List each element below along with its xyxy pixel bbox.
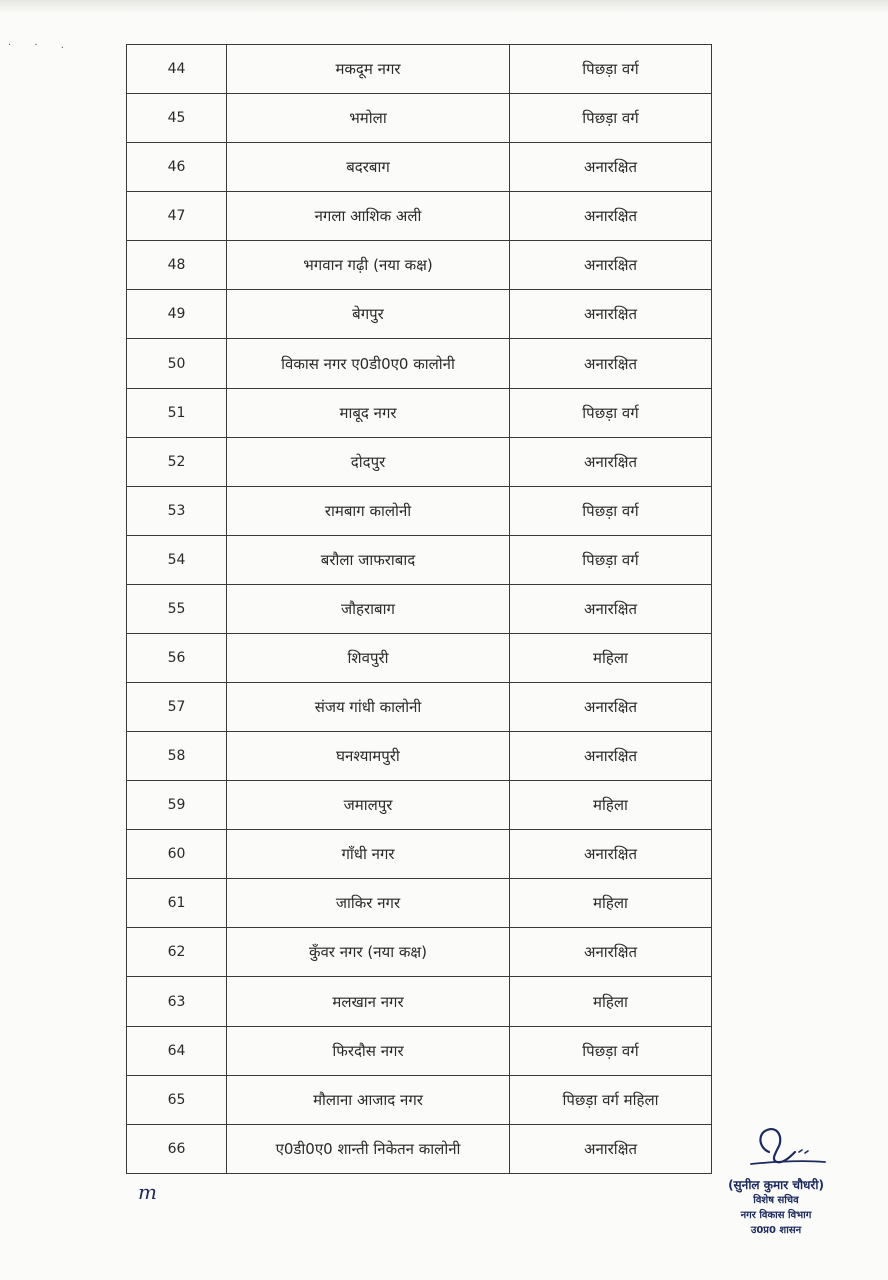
reservation-category-cell: अनारक्षित <box>510 1124 712 1173</box>
reservation-category-cell: महिला <box>510 633 712 682</box>
reservation-category-cell: महिला <box>510 781 712 830</box>
ward-number-cell: 53 <box>127 486 227 535</box>
ward-area-cell: बेगपुर <box>227 290 510 339</box>
table-row <box>127 683 712 732</box>
ward-area-cell: घनश्यामपुरी <box>227 732 510 781</box>
ward-area-cell: फिरदौस नगर <box>227 1026 510 1075</box>
ward-area-cell: मौलाना आजाद नगर <box>227 1075 510 1124</box>
ward-number-cell: 50 <box>127 339 227 388</box>
reservation-category-cell: अनारक्षित <box>510 732 712 781</box>
table-row <box>127 830 712 879</box>
reservation-category-cell: पिछड़ा वर्ग <box>510 486 712 535</box>
table-row <box>127 928 712 977</box>
ward-number-cell: 52 <box>127 437 227 486</box>
ward-number-cell: 62 <box>127 928 227 977</box>
table-row <box>127 45 712 94</box>
table-row <box>127 192 712 241</box>
ward-area-cell: मकदूम नगर <box>227 45 510 94</box>
ward-area-cell: बरौला जाफराबाद <box>227 535 510 584</box>
ward-area-cell: कुँवर नगर (नया कक्ष) <box>227 928 510 977</box>
table-row <box>127 94 712 143</box>
table-row <box>127 290 712 339</box>
reservation-category-cell: अनारक्षित <box>510 143 712 192</box>
reservation-category-cell: पिछड़ा वर्ग <box>510 94 712 143</box>
ward-number-cell: 45 <box>127 94 227 143</box>
ward-number-cell: 46 <box>127 143 227 192</box>
ward-number-cell: 44 <box>127 45 227 94</box>
ward-area-cell: मलखान नगर <box>227 977 510 1026</box>
reservation-category-cell: अनारक्षित <box>510 241 712 290</box>
table-row <box>127 1124 712 1173</box>
reservation-category-cell: पिछड़ा वर्ग <box>510 388 712 437</box>
ward-area-cell: गाँधी नगर <box>227 830 510 879</box>
table-row <box>127 781 712 830</box>
ward-number-cell: 63 <box>127 977 227 1026</box>
signature-block <box>706 1122 846 1238</box>
ward-area-cell: ए0डी0ए0 शान्ती निकेतन कालोनी <box>227 1124 510 1173</box>
ward-area-cell: रामबाग कालोनी <box>227 486 510 535</box>
table-row <box>127 241 712 290</box>
reservation-category-cell: पिछड़ा वर्ग <box>510 1026 712 1075</box>
table-row <box>127 633 712 682</box>
table-row <box>127 388 712 437</box>
reservation-category-cell: पिछड़ा वर्ग महिला <box>510 1075 712 1124</box>
ward-table-body <box>127 45 712 1174</box>
reservation-category-cell: अनारक्षित <box>510 339 712 388</box>
ward-number-cell: 48 <box>127 241 227 290</box>
ward-area-cell: जमालपुर <box>227 781 510 830</box>
reservation-category-cell: अनारक्षित <box>510 437 712 486</box>
ward-number-cell: 51 <box>127 388 227 437</box>
reservation-category-cell: अनारक्षित <box>510 584 712 633</box>
ward-area-cell: भमोला <box>227 94 510 143</box>
ward-number-cell: 57 <box>127 683 227 732</box>
ward-area-cell: भगवान गढ़ी (नया कक्ष) <box>227 241 510 290</box>
page-top-shade <box>0 0 888 14</box>
table-row <box>127 1075 712 1124</box>
signatory-designation: विशेष सचिव <box>753 1195 799 1206</box>
ward-area-cell: दोदपुर <box>227 437 510 486</box>
ward-number-cell: 61 <box>127 879 227 928</box>
signatory-name: (सुनील कुमार चौधरी) <box>728 1178 824 1192</box>
ward-area-cell: संजय गांधी कालोनी <box>227 683 510 732</box>
ward-number-cell: 47 <box>127 192 227 241</box>
paper-specks: · · . <box>8 40 74 51</box>
table-row <box>127 437 712 486</box>
ward-area-cell: जौहराबाग <box>227 584 510 633</box>
ward-area-cell: नगला आशिक अली <box>227 192 510 241</box>
reservation-category-cell: पिछड़ा वर्ग <box>510 45 712 94</box>
ward-area-cell: जाकिर नगर <box>227 879 510 928</box>
reservation-category-cell: महिला <box>510 879 712 928</box>
signatory-department: नगर विकास विभाग <box>740 1210 812 1221</box>
ward-number-cell: 58 <box>127 732 227 781</box>
signature-scribble <box>721 1122 831 1174</box>
ward-number-cell: 54 <box>127 535 227 584</box>
table-row <box>127 535 712 584</box>
ward-number-cell: 66 <box>127 1124 227 1173</box>
table-row <box>127 143 712 192</box>
table-row <box>127 584 712 633</box>
ward-reservation-table <box>126 44 712 1174</box>
reservation-category-cell: अनारक्षित <box>510 830 712 879</box>
ward-area-cell: बदरबाग <box>227 143 510 192</box>
reservation-category-cell: अनारक्षित <box>510 290 712 339</box>
reservation-category-cell: अनारक्षित <box>510 683 712 732</box>
ward-number-cell: 56 <box>127 633 227 682</box>
ward-number-cell: 60 <box>127 830 227 879</box>
table-row <box>127 1026 712 1075</box>
table-row <box>127 977 712 1026</box>
signatory-government: उ0प्र0 शासन <box>750 1225 802 1236</box>
table-row <box>127 732 712 781</box>
ward-area-cell: शिवपुरी <box>227 633 510 682</box>
ward-number-cell: 49 <box>127 290 227 339</box>
ward-number-cell: 59 <box>127 781 227 830</box>
ward-area-cell: विकास नगर ए0डी0ए0 कालोनी <box>227 339 510 388</box>
ward-number-cell: 55 <box>127 584 227 633</box>
ward-area-cell: माबूद नगर <box>227 388 510 437</box>
reservation-category-cell: पिछड़ा वर्ग <box>510 535 712 584</box>
handwritten-initial: m <box>138 1180 157 1204</box>
reservation-category-cell: अनारक्षित <box>510 928 712 977</box>
table-row <box>127 486 712 535</box>
reservation-category-cell: अनारक्षित <box>510 192 712 241</box>
ward-number-cell: 65 <box>127 1075 227 1124</box>
ward-number-cell: 64 <box>127 1026 227 1075</box>
table-row <box>127 339 712 388</box>
table-row <box>127 879 712 928</box>
reservation-category-cell: महिला <box>510 977 712 1026</box>
